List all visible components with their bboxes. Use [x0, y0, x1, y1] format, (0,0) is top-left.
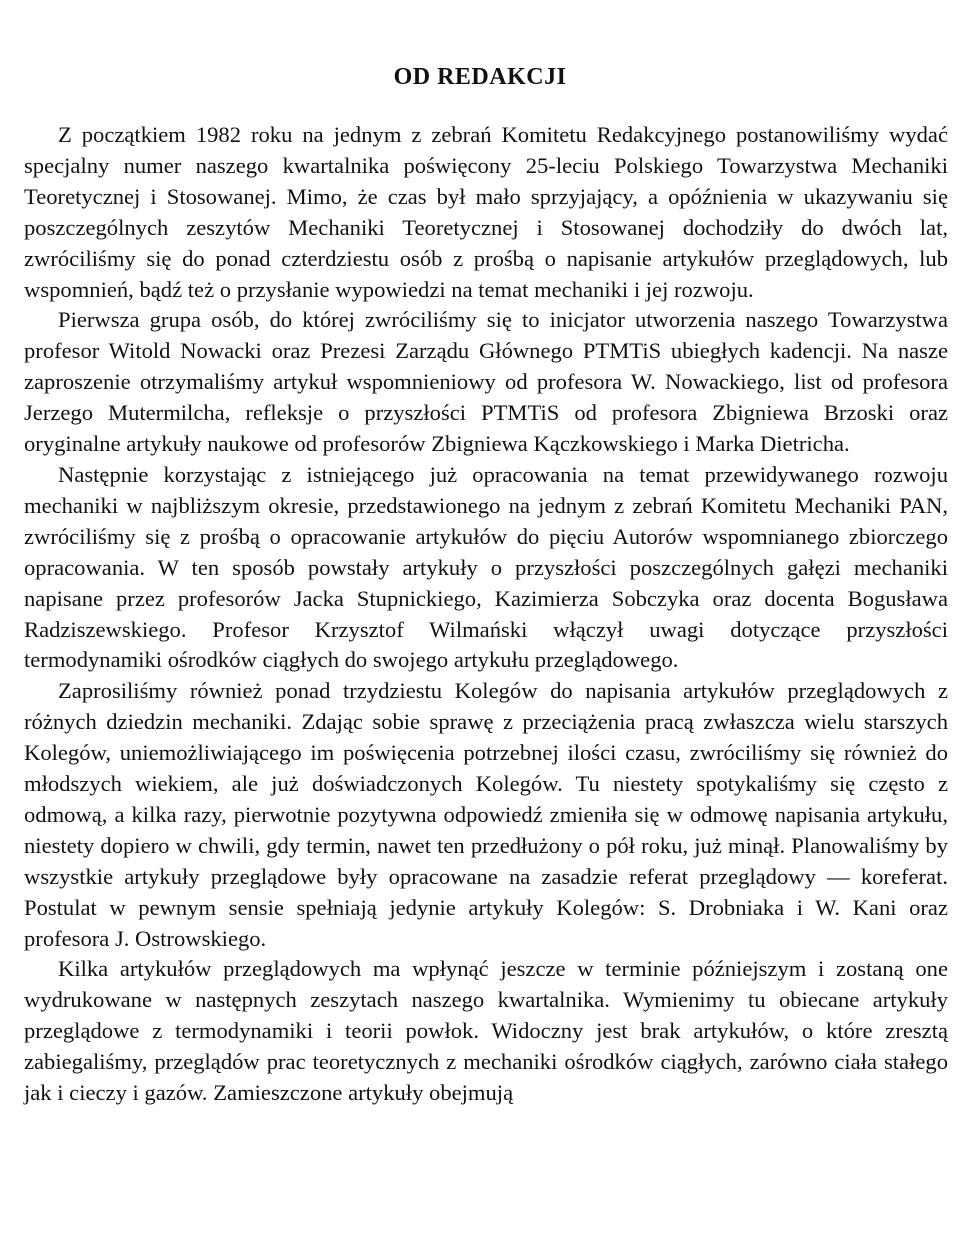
paragraph: Kilka artykułów przeglądowych ma wpłynąć jeszcze w terminie późniejszym i zostaną one wydrukowane w następnych zeszytach naszego kwartalnika. Wymienimy tu obiecane artykuły przeglądowe z termodynamiki i teorii powłok. Widoczny jest brak artykułów, o które zresztą zabiegaliśmy, przeglądów prac teoretycznych z mechaniki ośrodków ciągłych, zarówno ciała stałego jak i cieczy i gazów. Zamieszczone artykuły obejmują: [24, 956, 948, 1106]
paragraph: Pierwsza grupa osób, do której zwróciliśmy się to inicjator utworzenia naszego Towarzystwa profesor Witold Nowacki oraz Prezesi Zarządu Głównego PTMTiS ubiegłych kadencji. Na nasze zaproszenie otrzymaliśmy artykuł wspomnieniowy od profesora W. Nowackiego, list od profesora Jerzego Mutermilcha, refleksje o przyszłości PTMTiS od profesora Zbigniewa Brzoski oraz oryginalne artykuły naukowe od profesorów Zbigniewa Kączkowskiego i Marka Dietricha.: [24, 307, 948, 457]
paragraph: Z początkiem 1982 roku na jednym z zebrań Komitetu Redakcyjnego postanowiliśmy wydać specjalny numer naszego kwartalnika poświęcony 25-leciu Polskiego Towarzystwa Mechaniki Teoretycznej i Stosowanej. Mimo, że czas był mało sprzyjający, a opóźnienia w ukazywaniu się poszczególnych zeszytów Mechaniki Teoretycznej i Stosowanej dochodziły do dwóch lat, zwróciliśmy się do ponad czterdziestu osób z prośbą o napisanie artykułów przeglądowych, lub wspomnień, bądź też o przysłanie wypowiedzi na temat mechaniki i jej rozwoju.: [24, 122, 948, 302]
paragraph: Zaprosiliśmy również ponad trzydziestu Kolegów do napisania artykułów przeglądowych z różnych dziedzin mechaniki. Zdając sobie sprawę z przeciążenia pracą zwłaszcza wielu starszych Kolegów, uniemożliwiającego im poświęcenia potrzebnej ilości czasu, zwróciliśmy się również do młodszych wiekiem, ale już doświadczonych Kolegów. Tu niestety spotykaliśmy się często z odmową, a kilka razy, pierwotnie pozytywna odpowiedź zmieniła się w odmowę napisania artykułu, niestety dopiero w chwili, gdy termin, nawet ten przedłużony o pół roku, już minął. Planowaliśmy by wszystkie artykuły przeglądowe były opracowane na zasadzie referat przeglądowy — koreferat. Postulat w pewnym sensie spełniają jedynie artykuły Kolegów: S. Drobniaka i W. Kani oraz profesora J. Ostrowskiego.: [24, 678, 948, 951]
document-body: [24, 120, 948, 1109]
page-title: OD REDAKCJI: [393, 64, 567, 90]
paragraph: Następnie korzystając z istniejącego już opracowania na temat przewidywanego rozwoju mechaniki w najbliższym okresie, przedstawionego na jednym z zebrań Komitetu Mechaniki PAN, zwróciliśmy się z prośbą o opracowanie artykułów do pięciu Autorów wspomnianego zbiorczego opracowania. W ten sposób powstały artykuły o przyszłości poszczególnych gałęzi mechaniki napisane przez profesorów Jacka Stupnickiego, Kazimierza Sobczyka oraz docenta Bogusława Radziszewskiego. Profesor Krzysztof Wilmański włączył uwagi dotyczące przyszłości termodynamiki ośrodków ciągłych do swojego artykułu przeglądowego.: [24, 461, 948, 673]
